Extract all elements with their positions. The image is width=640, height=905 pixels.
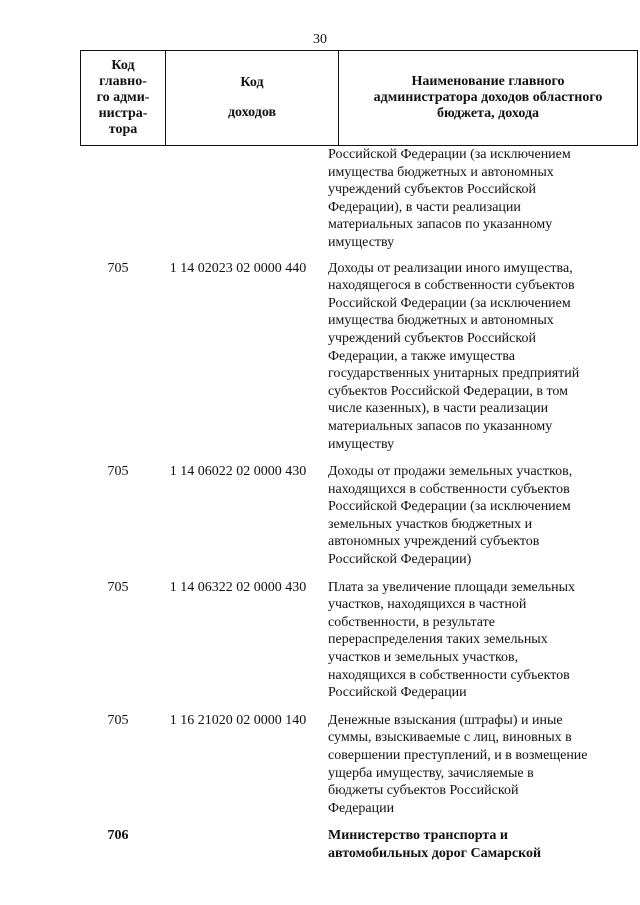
header-line: доходов bbox=[227, 105, 277, 120]
name-line: совершении преступлений, и в возмещение bbox=[328, 748, 588, 763]
admin-code-cell: 705 bbox=[107, 260, 129, 276]
table-row bbox=[80, 827, 610, 862]
income-code-cell: 1 14 02023 02 0000 440 bbox=[169, 260, 307, 276]
header-line: Наименование главного bbox=[411, 74, 565, 89]
name-line: имущества бюджетных и автономных bbox=[328, 164, 554, 180]
name-line: земельных участков бюджетных и bbox=[328, 516, 533, 532]
name-line: материальных запасов по указанному bbox=[328, 217, 553, 233]
name-line: субъектов Российской Федерации, в том bbox=[328, 383, 568, 399]
name-line: Федерации), в части реализации bbox=[328, 199, 521, 215]
header-name bbox=[339, 51, 638, 146]
name-line: Денежные взыскания (штрафы) и иные bbox=[328, 712, 563, 728]
header-line: го адми- bbox=[96, 90, 150, 105]
header-line: Код bbox=[111, 58, 135, 73]
name-cell bbox=[320, 260, 598, 454]
name-line: государственных унитарных предприятий bbox=[328, 366, 580, 382]
name-line: Плата за увеличение площади земельных bbox=[328, 579, 576, 595]
admin-code-cell: 706 bbox=[107, 828, 129, 844]
header-line: администратора доходов областного bbox=[373, 90, 603, 105]
table-header bbox=[80, 50, 638, 146]
admin-code-cell: 705 bbox=[107, 712, 129, 728]
table-row bbox=[80, 463, 610, 569]
header-income-code bbox=[166, 51, 339, 146]
name-line: находящихся в собственности субъектов bbox=[328, 481, 570, 497]
header-line: бюджета, дохода bbox=[436, 106, 540, 121]
name-line: Министерство транспорта и bbox=[328, 828, 508, 844]
name-line: участков и земельных участков, bbox=[328, 650, 519, 666]
name-cell bbox=[320, 712, 598, 818]
name-line: ущерба имуществу, зачисляемые в bbox=[328, 765, 534, 781]
name-line: Российской Федерации (за исключением bbox=[328, 499, 571, 515]
page-number: 30 bbox=[313, 32, 327, 47]
header-line: тора bbox=[108, 122, 138, 137]
name-line: собственности, в результате bbox=[328, 614, 495, 630]
name-line: Федерации bbox=[328, 800, 395, 816]
name-cell bbox=[320, 146, 598, 252]
name-line: автономных учреждений субъектов bbox=[328, 534, 540, 550]
name-cell bbox=[320, 463, 598, 569]
income-code-cell: 1 14 06322 02 0000 430 bbox=[169, 579, 307, 595]
name-line: Доходы от продажи земельных участков, bbox=[328, 464, 573, 480]
name-line: Федерации, а также имущества bbox=[328, 348, 516, 364]
name-line: Российской Федерации (за исключением bbox=[328, 295, 571, 311]
income-code-cell: 1 14 06022 02 0000 430 bbox=[169, 464, 307, 480]
table-body bbox=[80, 146, 610, 873]
income-code-cell: 1 16 21020 02 0000 140 bbox=[169, 712, 307, 728]
name-line: участков, находящихся в частной bbox=[328, 597, 527, 613]
header-line: главно- bbox=[99, 74, 147, 89]
name-line: числе казенных), в части реализации bbox=[328, 401, 549, 417]
table-row bbox=[80, 579, 610, 702]
name-line: автомобильных дорог Самарской bbox=[328, 845, 542, 861]
rows-container bbox=[80, 260, 610, 863]
table-row bbox=[80, 712, 610, 818]
name-line: находящихся в собственности субъектов bbox=[328, 667, 570, 683]
name-line: суммы, взыскиваемые с лиц, виновных в bbox=[328, 730, 572, 746]
header-line: Код bbox=[240, 75, 264, 90]
admin-code-cell: 705 bbox=[107, 579, 129, 595]
name-line: учреждений субъектов Российской bbox=[328, 182, 536, 198]
admin-code-cell: 705 bbox=[107, 464, 129, 480]
header-admin-code bbox=[81, 51, 166, 146]
name-line: находящегося в собственности субъектов bbox=[328, 278, 575, 294]
table-row bbox=[80, 260, 610, 454]
name-line: учреждений субъектов Российской bbox=[328, 330, 536, 346]
name-line: Российской Федерации (за исключением bbox=[328, 147, 571, 162]
name-line: имуществу bbox=[328, 436, 395, 452]
name-line: имуществу bbox=[328, 234, 395, 250]
header-line: нистра- bbox=[98, 106, 148, 121]
name-line: имущества бюджетных и автономных bbox=[328, 313, 554, 329]
name-line: Российской Федерации) bbox=[328, 552, 472, 568]
name-line: материальных запасов по указанному bbox=[328, 418, 553, 434]
name-line: бюджеты субъектов Российской bbox=[328, 783, 519, 799]
name-line: Доходы от реализации иного имущества, bbox=[328, 260, 573, 276]
name-line: Российской Федерации bbox=[328, 685, 467, 701]
name-line: перераспределения таких земельных bbox=[328, 632, 548, 648]
name-cell bbox=[320, 579, 598, 702]
name-cell bbox=[320, 827, 598, 862]
continuation-row bbox=[80, 146, 610, 252]
